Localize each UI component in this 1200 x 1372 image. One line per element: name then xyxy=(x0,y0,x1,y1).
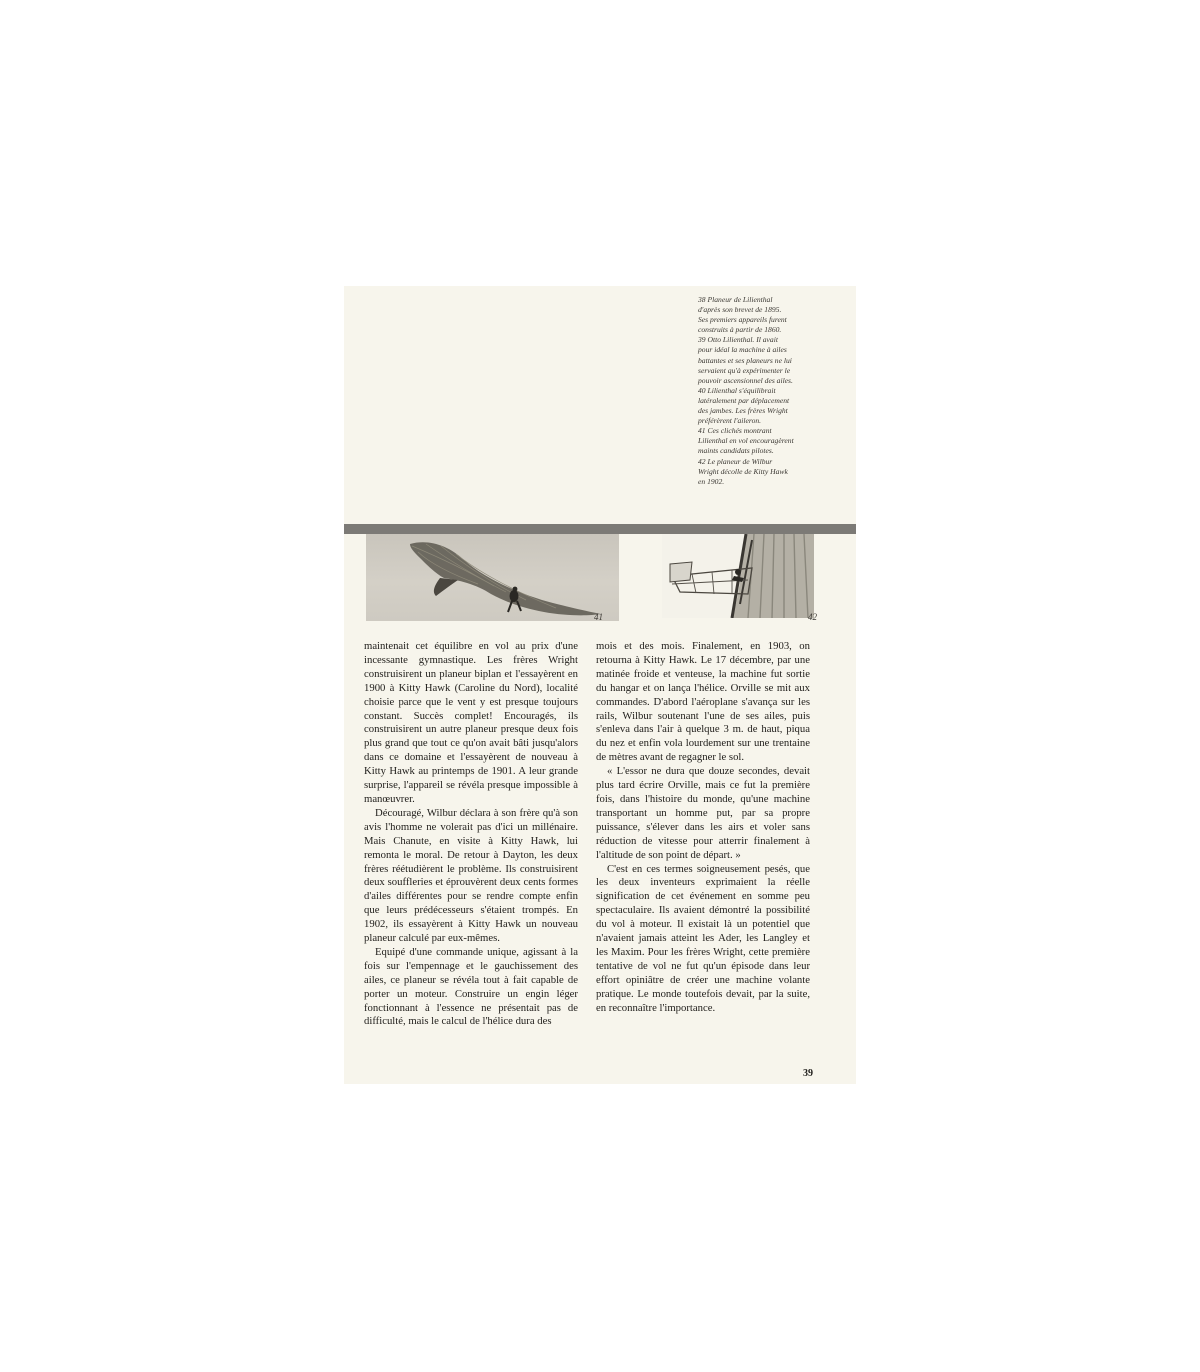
caption-line: Ses premiers appareils furent xyxy=(698,315,787,325)
paragraph: maintenait cet équilibre en vol au prix d'une incessante gymnastique. Les frères Wright construisirent un planeur biplan et l'essayèrent en 1900 à Kitty Hawk (Caroline du Nord), localité choisie parce que le vent y est presque toujours constant. Succès complet! Encouragés, ils construisirent un autre planeur presque deux fois plus grand que tout ce qu'on avait bâti jusqu'alors dans ce domaine et l'essayèrent de nouveau à Kitty Hawk au printemps de 1901. A leur grande surprise, l'appareil se révéla presque impossible à manœuvrer. xyxy=(364,640,578,805)
lilienthal-glider-illustration xyxy=(366,534,619,621)
caption-line: maints candidats pilotes. xyxy=(698,446,774,456)
figure-number-41: 41 xyxy=(594,612,603,622)
paragraph: Découragé, Wilbur déclara à son frère qu'à son avis l'homme ne volerait pas d'ici un millénaire. Mais Chanute, en visite à Kitty Hawk, lui remonta le moral. De retour à Dayton, les deux frères réétudièrent le problème. Ils construisirent deux souffleries et éprouvèrent deux cents formes d'ailes différentes pour se rendre compte enfin que leurs prédécesseurs s'étaient trompés. En 1902, ils essayèrent à Kitty Hawk un nouveau planeur calculé par eux-mêmes. xyxy=(364,806,578,945)
paragraph: Equipé d'une commande unique, agissant à la fois sur l'empennage et le gauchissement des ailes, ce planeur se révéla tout à fait capable de porter un moteur. Construire un engin léger fonctionnant à l'essence ne présentait pas de difficulté, mais le calcul de l'hélice dura des xyxy=(364,945,578,1028)
caption-line: 39 Otto Lilienthal. Il avait xyxy=(698,335,778,345)
caption-line: Lilienthal en vol encouragèrent xyxy=(698,436,794,446)
body-text-left-column xyxy=(364,640,578,1029)
caption-line: servaient qu'à expérimenter le xyxy=(698,365,791,375)
caption-line: préférèrent l'aileron. xyxy=(698,416,762,426)
caption-line: en 1902. xyxy=(698,476,725,486)
caption-line: pouvoir ascensionnel des ailes. xyxy=(698,375,793,385)
caption-line: latéralement par déplacement xyxy=(698,395,790,405)
figure-number-42: 42 xyxy=(808,612,817,622)
page-number: 39 xyxy=(803,1068,813,1079)
figure-captions xyxy=(698,295,852,487)
caption-line: construits à partir de 1860. xyxy=(698,325,782,335)
caption-line: battantes et ses planeurs ne lui xyxy=(698,355,792,365)
paragraph: « L'essor ne dura que douze secondes, devait plus tard écrire Orville, mais ce fut la première fois, dans l'histoire du monde, qu'une machine transportant un homme put, par sa propre puissance, s'élever dans les airs et voler sans réduction de vitesse pour atterrir finalement à l'altitude de son point de départ. » xyxy=(596,765,810,861)
wright-glider-illustration xyxy=(662,534,814,618)
paragraph: C'est en ces termes soigneusement pesés, que les deux inventeurs exprimaient la réelle signification de cet événement en somme peu spectaculaire. Ils avaient démontré la possibilité du vol à moteur. Il existait là un potentiel que n'avaient jamais atteint les Ader, les Langley et les Maxim. Pour les frères Wright, cette première tentative de vol ne fut qu'un épisode dans leur effort opiniâtre de créer une machine volante pratique. Le monde toutefois devait, par la suite, en reconnaître l'importance. xyxy=(596,862,810,1014)
caption-line: Wright décolle de Kitty Hawk xyxy=(698,466,788,476)
caption-line: 38 Planeur de Lilienthal xyxy=(698,295,773,304)
section-divider xyxy=(344,524,856,534)
caption-line: d'après son brevet de 1895. xyxy=(698,305,782,315)
glider-photo-41 xyxy=(366,534,619,621)
caption-line: 41 Ces clichés montrant xyxy=(698,426,772,436)
paragraph: mois et des mois. Finalement, en 1903, on retourna à Kitty Hawk. Le 17 décembre, par une matinée froide et venteuse, la machine fut sortie du hangar et on lança l'hélice. Orville se mit aux commandes. D'abord l'aéroplane s'avança sur les rails, Wilbur soutenant l'une de ses ailes, puis s'enleva dans l'air à quelque 3 m. de haut, piqua du nez et enfin vola lourdement sur une trentaine de mètres avant de regagner le sol. xyxy=(596,640,810,764)
caption-line: pour idéal la machine à ailes xyxy=(698,345,787,355)
caption-line: 40 Lilienthal s'équilibrait xyxy=(698,385,776,395)
book-page xyxy=(344,286,856,1084)
body-text-right-column xyxy=(596,640,810,1015)
glider-photo-42 xyxy=(662,534,814,618)
caption-line: 42 Le planeur de Wilbur xyxy=(698,456,773,466)
caption-line: des jambes. Les frères Wright xyxy=(698,406,788,416)
